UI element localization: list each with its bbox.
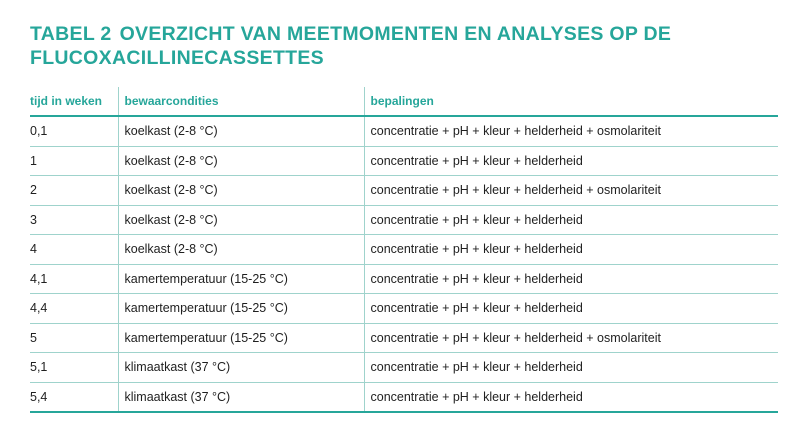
cell-tijd: 5 (30, 323, 118, 353)
cell-bewaarconditie: koelkast (2-8 °C) (118, 116, 364, 146)
table-number-label: TABEL 2 (30, 23, 112, 45)
table-header-row (30, 87, 778, 116)
cell-bewaarconditie: kamertemperatuur (15-25 °C) (118, 294, 364, 324)
cell-tijd: 4 (30, 235, 118, 265)
cell-bewaarconditie: kamertemperatuur (15-25 °C) (118, 264, 364, 294)
cell-bepalingen: concentratie + pH + kleur + helderheid (364, 294, 778, 324)
table-row (30, 353, 778, 383)
cell-tijd: 1 (30, 146, 118, 176)
table-title-line-2: FLUCOXACILLINECASSETTES (30, 47, 324, 69)
cell-tijd: 3 (30, 205, 118, 235)
cell-bepalingen: concentratie + pH + kleur + helderheid (364, 382, 778, 412)
cell-bewaarconditie: koelkast (2-8 °C) (118, 176, 364, 206)
cell-bewaarconditie: klimaatkast (37 °C) (118, 382, 364, 412)
cell-tijd: 5,1 (30, 353, 118, 383)
table-row (30, 205, 778, 235)
cell-tijd: 2 (30, 176, 118, 206)
cell-tijd: 4,1 (30, 264, 118, 294)
table-title (30, 22, 770, 70)
cell-bepalingen: concentratie + pH + kleur + helderheid (364, 235, 778, 265)
cell-tijd: 4,4 (30, 294, 118, 324)
header-bepalingen: bepalingen (364, 87, 778, 116)
header-tijd-in-weken: tijd in weken (30, 87, 118, 116)
table-row (30, 176, 778, 206)
measurements-table (30, 87, 778, 413)
header-bewaarcondities: bewaarcondities (118, 87, 364, 116)
table-row (30, 146, 778, 176)
table-row (30, 235, 778, 265)
table-title-text: OVERZICHT VAN MEETMOMENTEN EN ANALYSES OP DE (119, 23, 672, 45)
table-row (30, 382, 778, 412)
cell-bepalingen: concentratie + pH + kleur + helderheid (364, 264, 778, 294)
cell-bewaarconditie: koelkast (2-8 °C) (118, 235, 364, 265)
table-row (30, 116, 778, 146)
table-row (30, 323, 778, 353)
cell-tijd: 0,1 (30, 116, 118, 146)
cell-bepalingen: concentratie + pH + kleur + helderheid (364, 205, 778, 235)
table-row (30, 294, 778, 324)
cell-bepalingen: concentratie + pH + kleur + helderheid + osmolariteit (364, 323, 778, 353)
cell-bewaarconditie: koelkast (2-8 °C) (118, 205, 364, 235)
cell-bepalingen: concentratie + pH + kleur + helderheid + osmolariteit (364, 176, 778, 206)
table-title-line-1 (30, 22, 770, 46)
cell-bepalingen: concentratie + pH + kleur + helderheid (364, 353, 778, 383)
cell-bepalingen: concentratie + pH + kleur + helderheid (364, 146, 778, 176)
cell-bewaarconditie: kamertemperatuur (15-25 °C) (118, 323, 364, 353)
cell-bepalingen: concentratie + pH + kleur + helderheid + osmolariteit (364, 116, 778, 146)
table-row (30, 264, 778, 294)
cell-tijd: 5,4 (30, 382, 118, 412)
cell-bewaarconditie: klimaatkast (37 °C) (118, 353, 364, 383)
cell-bewaarconditie: koelkast (2-8 °C) (118, 146, 364, 176)
